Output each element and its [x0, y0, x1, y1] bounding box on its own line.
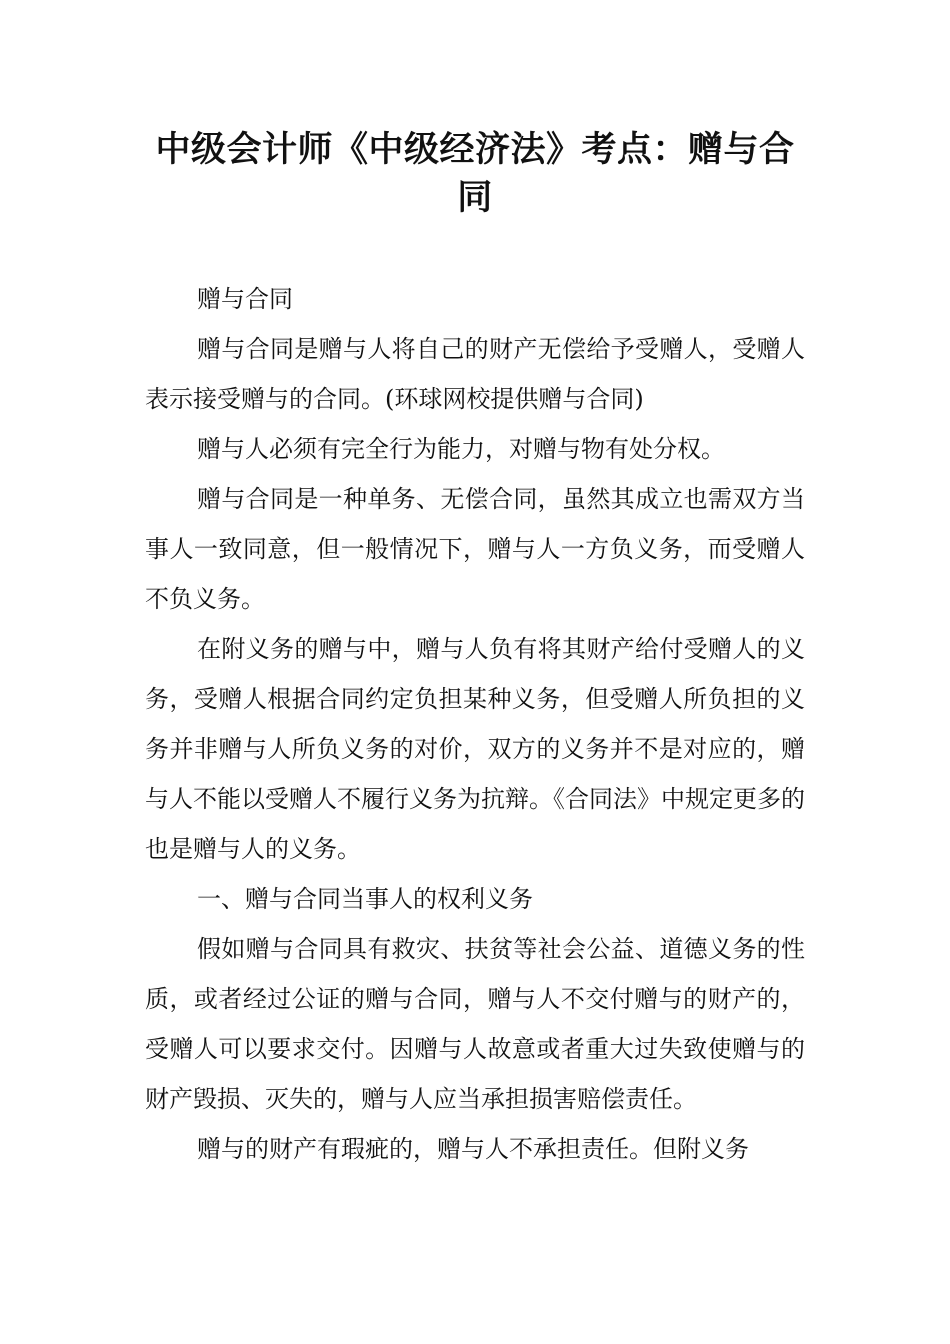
- document-title: 中级会计师《中级经济法》考点：赠与合同: [155, 130, 795, 218]
- paragraph-rights-heading: 一、赠与合同当事人的权利义务: [197, 885, 533, 913]
- paragraph-unilateral: 赠与合同是一种单务、无偿合同，虽然其成立也需双方当事人一致同意，但一般情况下，赠与人一方负义务，而受赠人不负义务。: [145, 485, 805, 613]
- paragraph-defects: 赠与的财产有瑕疵的，赠与人不承担责任。但附义务: [197, 1135, 749, 1163]
- paragraph-section-heading: 赠与合同: [197, 285, 293, 313]
- paragraph-public-interest: 假如赠与合同具有救灾、扶贫等社会公益、道德义务的性质，或者经过公证的赠与合同，赠与人不交付赠与的财产的，受赠人可以要求交付。因赠与人故意或者重大过失致使赠与的财产毁损、灭失的，赠与人应当承担损害赔偿责任。: [145, 935, 805, 1113]
- paragraph-capacity: 赠与人必须有完全行为能力，对赠与物有处分权。: [197, 435, 725, 463]
- paragraph-conditional-gift: 在附义务的赠与中，赠与人负有将其财产给付受赠人的义务，受赠人根据合同约定负担某种义务，但受赠人所负担的义务并非赠与人所负义务的对价，双方的义务并不是对应的，赠与人不能以受赠人不履行义务为抗辩。《合同法》中规定更多的也是赠与人的义务。: [145, 635, 805, 863]
- paragraph-definition: 赠与合同是赠与人将自己的财产无偿给予受赠人，受赠人表示接受赠与的合同。(环球网校提供赠与合同): [145, 335, 805, 413]
- document-body: [145, 274, 805, 1174]
